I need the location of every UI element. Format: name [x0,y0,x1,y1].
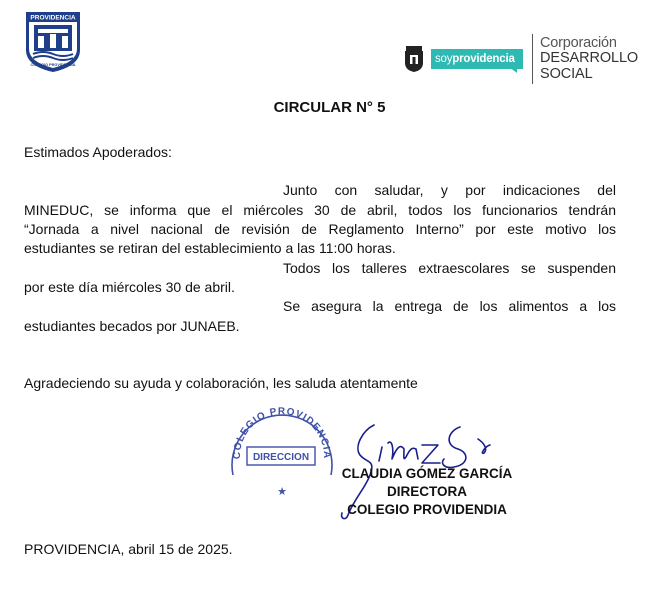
greeting: Estimados Apoderados: [24,144,172,160]
signatory-role: DIRECTORA [386,484,467,499]
school-logo-text: PROVIDENCIA [30,14,76,22]
closing-line: Agradeciendo su ayuda y colaboración, les saluda atentamente [24,375,418,391]
corp-line-1: Corporación [540,35,617,51]
document-title: CIRCULAR N° 5 [273,99,386,116]
paragraph-1-line-3: “Jornada a nivel nacional de revisión de Reglamento Interno” por este motivo los [24,221,616,237]
school-logo [24,10,82,74]
stamp-star-icon: ★ [277,486,287,498]
signatory-name: CLAUDIA GÓMEZ GARCÍA [341,466,513,481]
partner-logos [403,32,639,86]
paragraph-2-line-1: Todos los talleres extraescolares se suspenden [283,260,616,276]
soy-providencia-logo [431,49,523,69]
soy-badge-tail [509,67,517,73]
corp-line-2: DESARROLLO [540,50,639,66]
place-date: PROVIDENCIA, abril 15 de 2025. [24,541,233,557]
soy-brand: providencia [452,53,515,65]
municipal-crest-icon [403,46,425,72]
paragraph-1-line-1: Junto con saludar, y por indicaciones del [283,182,616,198]
paragraph-2-line-2: por este día miércoles 30 de abril. [24,279,235,295]
soy-prefix: soy [435,53,453,65]
school-logo-caption: COLEGIO PROVIDENCIA [30,63,76,67]
corp-line-3: SOCIAL [540,66,593,82]
stamp-ring-text: COLEGIO PROVIDENCIA [231,407,333,460]
signatory-institution: COLEGIO PROVIDENDIA [347,502,507,517]
paragraph-3-line-2: estudiantes becados por JUNAEB. [24,318,240,334]
logo-divider [532,34,533,84]
stamp-center-text: DIRECCION [252,452,310,463]
paragraph-3-line-1: Se asegura la entrega de los alimentos a los [283,298,616,314]
paragraph-1-line-4: estudiantes se retiran del establecimiento a las 11:00 horas. [24,240,396,256]
paragraph-1-line-2: MINEDUC, se informa que el miércoles 30 de abril, todos los funcionarios tendrán [24,202,616,218]
